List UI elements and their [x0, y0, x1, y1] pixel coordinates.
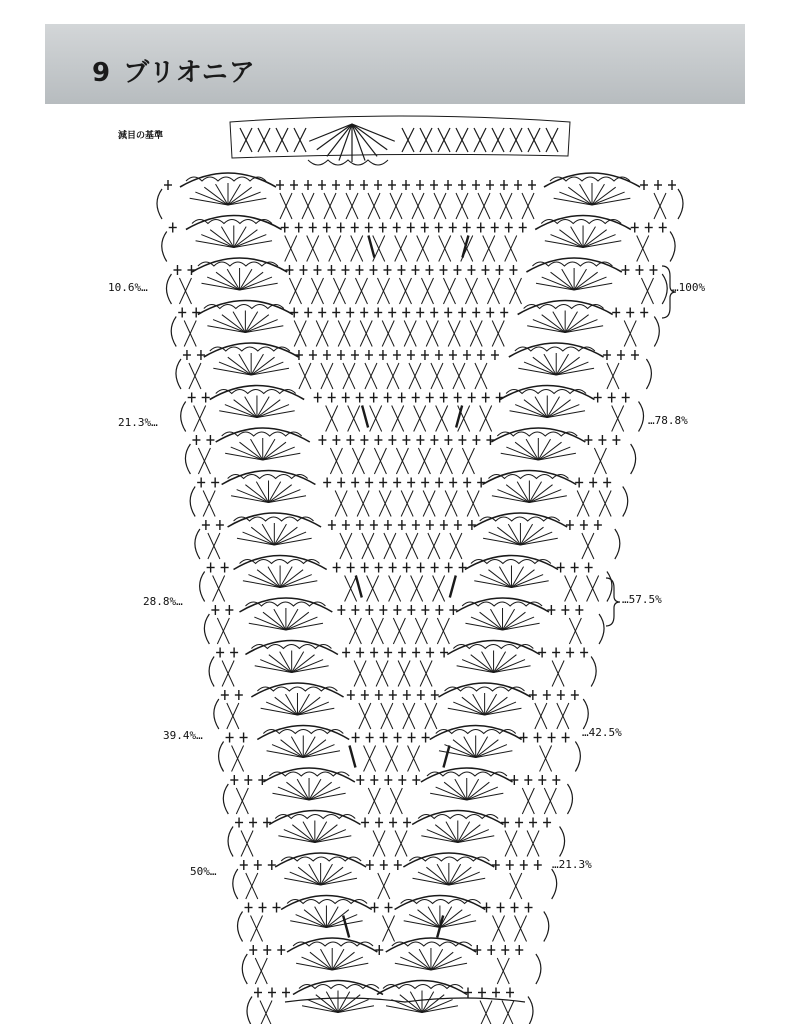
left-percentage-2: 21.3%…: [118, 416, 158, 429]
shell-fan: [403, 853, 494, 885]
edge-loop: [185, 444, 635, 474]
edge-loop: [223, 784, 572, 814]
shell-fan: [186, 216, 282, 248]
right-percentage-3: …57.5%: [622, 593, 662, 606]
shell-fan: [287, 938, 377, 970]
shell-fan: [222, 471, 316, 503]
shell-fan: [456, 598, 549, 630]
shell-fan: [216, 428, 310, 460]
bracket: [606, 266, 676, 626]
shell-fan: [263, 768, 355, 800]
edge-loop: [242, 954, 541, 984]
shell-fan: [395, 896, 486, 928]
chart-row: [254, 988, 514, 1024]
edge-loop: [228, 827, 565, 857]
shell-fan: [180, 173, 276, 205]
shell-fan: [474, 513, 567, 545]
chart-row: [211, 605, 583, 644]
shell-fan: [430, 726, 522, 758]
right-percentage-2: …78.8%: [648, 414, 688, 427]
pattern-name: ブリオニア: [123, 58, 256, 88]
chart-row: [221, 690, 579, 729]
chart-row: [169, 223, 667, 262]
chart-row: [197, 478, 611, 517]
shell-fan: [245, 641, 338, 673]
shell-fan: [257, 726, 349, 758]
shell-fan: [518, 301, 613, 333]
shell-fan: [228, 513, 321, 545]
shell-fan: [439, 683, 531, 715]
shell-fan: [234, 556, 327, 588]
chart-row: [245, 903, 533, 942]
shell-fan: [239, 598, 332, 630]
shell-fan: [465, 556, 558, 588]
shell-fan: [482, 471, 576, 503]
shell-fan: [500, 386, 594, 418]
reduction-reference-label: 減目の基準: [118, 131, 164, 141]
shell-fan: [275, 853, 366, 885]
shell-fan: [198, 301, 293, 333]
edge-loop: [219, 742, 581, 772]
shell-fan: [544, 173, 640, 205]
shell-fan: [491, 428, 585, 460]
edge-loop: [204, 614, 604, 644]
chart-row: [240, 860, 542, 899]
shell-fan: [192, 258, 287, 290]
edge-loop: [190, 487, 628, 517]
left-percentage-5: 50%…: [190, 865, 217, 878]
chart-row: [192, 435, 620, 474]
edge-loop: [233, 869, 557, 899]
foundation-row: [230, 116, 570, 165]
shell-fan: [447, 641, 540, 673]
left-percentage-1: 10.6%…: [108, 281, 148, 294]
shell-fan: [281, 896, 372, 928]
right-percentage-1: …100%: [672, 281, 706, 294]
shell-fan: [251, 683, 343, 715]
shell-fan: [269, 811, 360, 843]
shell-fan: [377, 981, 467, 1013]
right-percentage-4: …42.5%: [582, 726, 622, 739]
chart-row: [226, 733, 570, 772]
shell-fan: [210, 386, 304, 418]
edge-loop: [200, 572, 612, 602]
shell-fan: [509, 343, 604, 375]
chart-row: [216, 648, 588, 687]
shell-fan: [204, 343, 299, 375]
left-percentage-4: 39.4%…: [163, 729, 203, 742]
shell-fan: [526, 258, 621, 290]
right-percentage-5: …21.3%: [552, 858, 592, 871]
shell-fan: [421, 768, 513, 800]
chart-row: [235, 818, 551, 857]
shell-fan: [535, 216, 631, 248]
shell-fan: [412, 811, 503, 843]
left-percentage-3: 28.8%…: [143, 595, 183, 608]
decrease-mark: [349, 746, 449, 768]
shell-fan: [386, 938, 476, 970]
pattern-number: 9: [92, 58, 112, 88]
shell-fan: [293, 981, 383, 1013]
